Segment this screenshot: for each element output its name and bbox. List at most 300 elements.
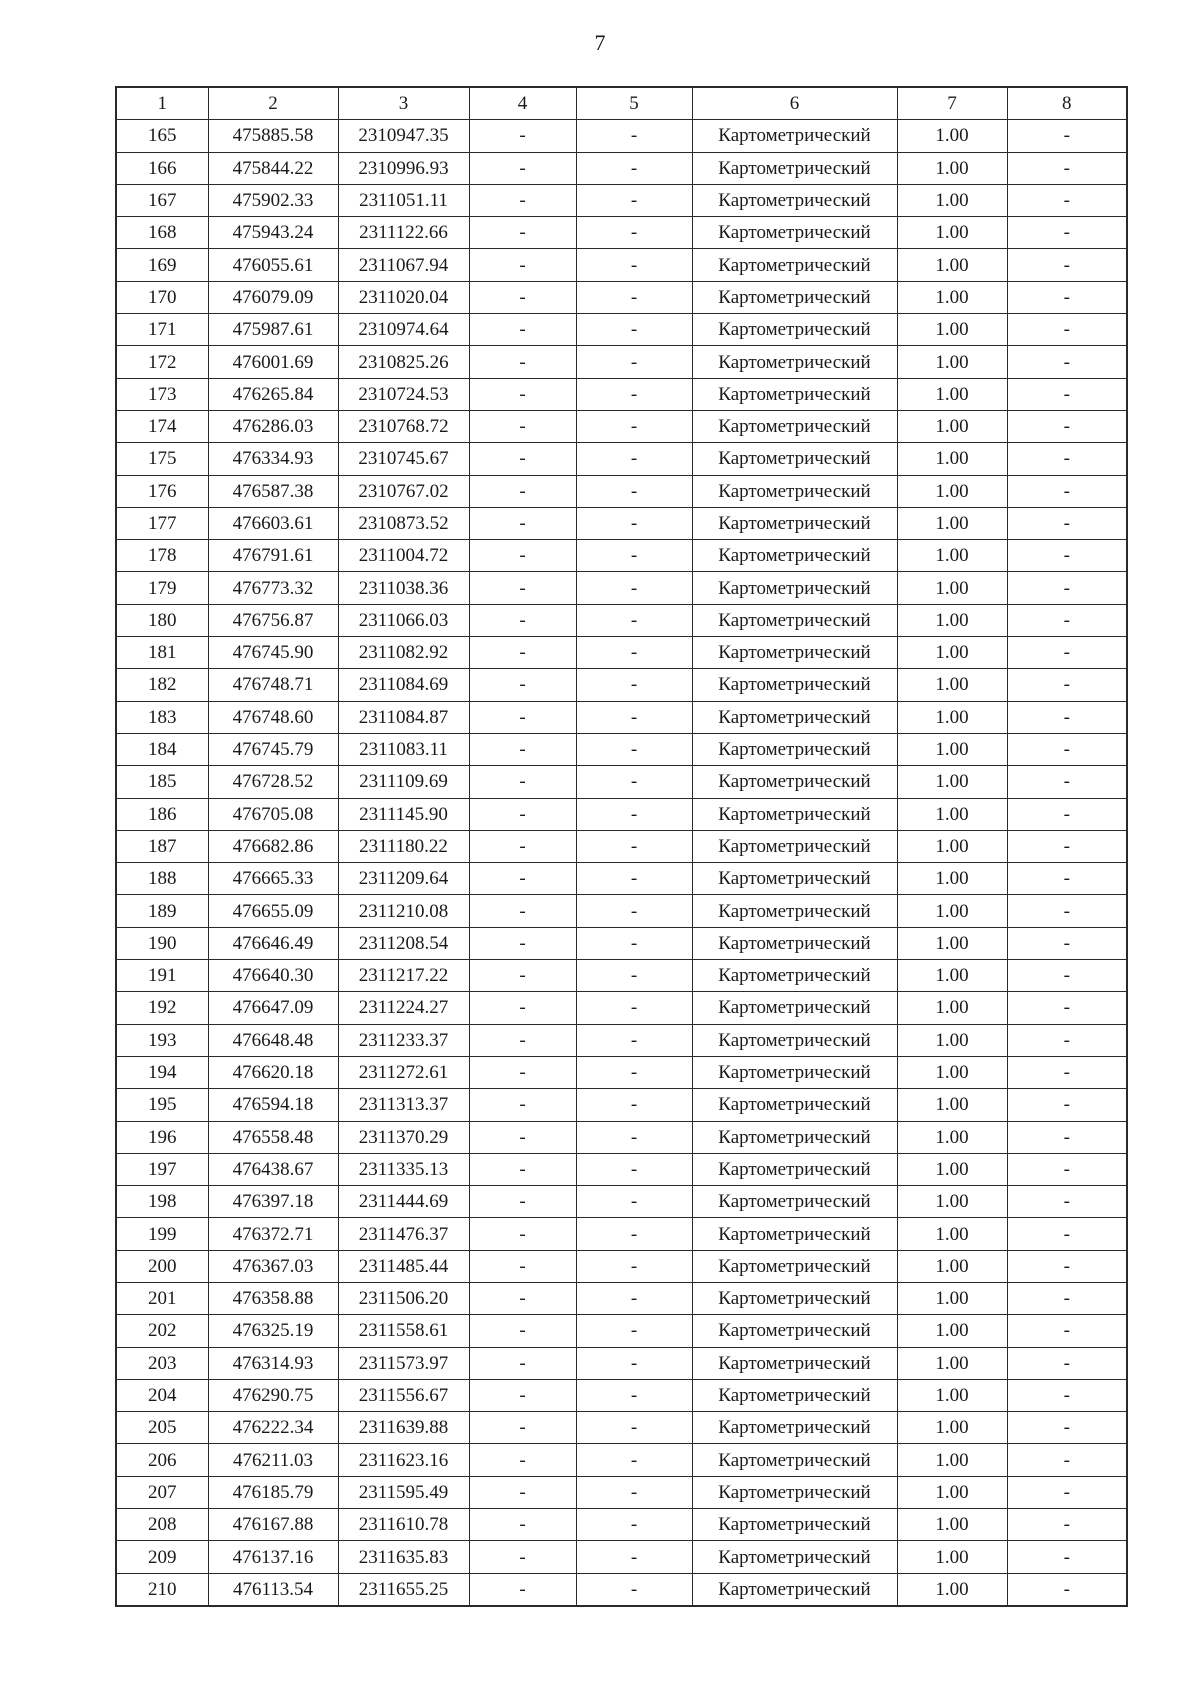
cell-col-5: - (576, 314, 692, 346)
cell-col-8: - (1007, 1186, 1127, 1218)
cell-col-5: - (576, 1282, 692, 1314)
cell-y-coordinate: 2311558.61 (338, 1315, 469, 1347)
cell-method: Картометрический (692, 766, 897, 798)
cell-x-coordinate: 475844.22 (208, 152, 338, 184)
cell-y-coordinate: 2311180.22 (338, 830, 469, 862)
table-row (116, 540, 1127, 572)
cell-accuracy: 1.00 (897, 960, 1007, 992)
cell-accuracy: 1.00 (897, 540, 1007, 572)
cell-method: Картометрический (692, 540, 897, 572)
cell-y-coordinate: 2311444.69 (338, 1186, 469, 1218)
cell-method: Картометрический (692, 443, 897, 475)
cell-y-coordinate: 2311122.66 (338, 217, 469, 249)
cell-col-4: - (469, 572, 576, 604)
cell-y-coordinate: 2311083.11 (338, 733, 469, 765)
cell-method: Картометрический (692, 314, 897, 346)
cell-col-8: - (1007, 281, 1127, 313)
cell-col-5: - (576, 701, 692, 733)
cell-col-5: - (576, 992, 692, 1024)
table-row (116, 960, 1127, 992)
cell-col-5: - (576, 281, 692, 313)
cell-x-coordinate: 476137.16 (208, 1541, 338, 1573)
cell-x-coordinate: 476113.54 (208, 1573, 338, 1606)
cell-col-4: - (469, 1412, 576, 1444)
cell-col-4: - (469, 1024, 576, 1056)
header-row (116, 87, 1127, 120)
table-row (116, 1056, 1127, 1088)
cell-y-coordinate: 2311272.61 (338, 1056, 469, 1088)
cell-col-8: - (1007, 346, 1127, 378)
cell-accuracy: 1.00 (897, 475, 1007, 507)
cell-col-8: - (1007, 766, 1127, 798)
cell-point-number: 204 (116, 1379, 208, 1411)
cell-col-8: - (1007, 701, 1127, 733)
cell-x-coordinate: 476372.71 (208, 1218, 338, 1250)
table-row (116, 217, 1127, 249)
cell-method: Картометрический (692, 249, 897, 281)
cell-accuracy: 1.00 (897, 1347, 1007, 1379)
cell-y-coordinate: 2311573.97 (338, 1347, 469, 1379)
cell-x-coordinate: 476745.79 (208, 733, 338, 765)
cell-y-coordinate: 2311145.90 (338, 798, 469, 830)
column-header-7: 7 (897, 87, 1007, 120)
cell-col-8: - (1007, 637, 1127, 669)
cell-point-number: 198 (116, 1186, 208, 1218)
cell-point-number: 209 (116, 1541, 208, 1573)
cell-col-8: - (1007, 1573, 1127, 1606)
cell-col-5: - (576, 217, 692, 249)
table-row (116, 863, 1127, 895)
cell-col-4: - (469, 443, 576, 475)
cell-col-4: - (469, 1347, 576, 1379)
cell-method: Картометрический (692, 992, 897, 1024)
cell-col-8: - (1007, 1347, 1127, 1379)
cell-col-4: - (469, 1444, 576, 1476)
table-body (116, 120, 1127, 1606)
cell-col-8: - (1007, 443, 1127, 475)
cell-col-5: - (576, 960, 692, 992)
cell-col-8: - (1007, 1121, 1127, 1153)
cell-y-coordinate: 2311595.49 (338, 1476, 469, 1508)
cell-col-5: - (576, 669, 692, 701)
cell-col-5: - (576, 507, 692, 539)
cell-method: Картометрический (692, 960, 897, 992)
cell-point-number: 205 (116, 1412, 208, 1444)
cell-y-coordinate: 2310825.26 (338, 346, 469, 378)
cell-col-5: - (576, 1089, 692, 1121)
cell-col-8: - (1007, 1282, 1127, 1314)
table-row (116, 1412, 1127, 1444)
cell-accuracy: 1.00 (897, 1573, 1007, 1606)
cell-y-coordinate: 2310947.35 (338, 120, 469, 152)
cell-y-coordinate: 2311556.67 (338, 1379, 469, 1411)
cell-x-coordinate: 476055.61 (208, 249, 338, 281)
cell-col-5: - (576, 1153, 692, 1185)
cell-col-8: - (1007, 507, 1127, 539)
cell-point-number: 200 (116, 1250, 208, 1282)
cell-y-coordinate: 2311623.16 (338, 1444, 469, 1476)
cell-col-4: - (469, 281, 576, 313)
cell-point-number: 194 (116, 1056, 208, 1088)
cell-y-coordinate: 2311370.29 (338, 1121, 469, 1153)
cell-col-8: - (1007, 184, 1127, 216)
cell-accuracy: 1.00 (897, 669, 1007, 701)
cell-method: Картометрический (692, 669, 897, 701)
cell-method: Картометрический (692, 346, 897, 378)
cell-x-coordinate: 476290.75 (208, 1379, 338, 1411)
cell-x-coordinate: 476728.52 (208, 766, 338, 798)
cell-col-8: - (1007, 410, 1127, 442)
table-row (116, 249, 1127, 281)
cell-x-coordinate: 476397.18 (208, 1186, 338, 1218)
cell-col-8: - (1007, 1509, 1127, 1541)
column-header-3: 3 (338, 87, 469, 120)
cell-point-number: 203 (116, 1347, 208, 1379)
table-row (116, 1250, 1127, 1282)
cell-y-coordinate: 2311038.36 (338, 572, 469, 604)
cell-col-5: - (576, 1250, 692, 1282)
cell-method: Картометрический (692, 830, 897, 862)
cell-y-coordinate: 2311082.92 (338, 637, 469, 669)
table-row (116, 1573, 1127, 1606)
cell-accuracy: 1.00 (897, 572, 1007, 604)
cell-col-4: - (469, 378, 576, 410)
cell-point-number: 171 (116, 314, 208, 346)
cell-method: Картометрический (692, 1412, 897, 1444)
column-header-5: 5 (576, 87, 692, 120)
cell-method: Картометрический (692, 184, 897, 216)
cell-accuracy: 1.00 (897, 410, 1007, 442)
cell-point-number: 190 (116, 927, 208, 959)
cell-col-4: - (469, 1218, 576, 1250)
cell-accuracy: 1.00 (897, 443, 1007, 475)
cell-x-coordinate: 476167.88 (208, 1509, 338, 1541)
cell-y-coordinate: 2311067.94 (338, 249, 469, 281)
cell-col-8: - (1007, 604, 1127, 636)
cell-point-number: 206 (116, 1444, 208, 1476)
cell-y-coordinate: 2311109.69 (338, 766, 469, 798)
cell-col-8: - (1007, 830, 1127, 862)
cell-y-coordinate: 2310768.72 (338, 410, 469, 442)
cell-method: Картометрический (692, 1509, 897, 1541)
table-row (116, 346, 1127, 378)
cell-col-5: - (576, 378, 692, 410)
cell-y-coordinate: 2311233.37 (338, 1024, 469, 1056)
cell-col-5: - (576, 410, 692, 442)
cell-method: Картометрический (692, 863, 897, 895)
cell-point-number: 170 (116, 281, 208, 313)
cell-col-8: - (1007, 540, 1127, 572)
cell-col-8: - (1007, 1444, 1127, 1476)
table-row (116, 1444, 1127, 1476)
cell-col-8: - (1007, 1476, 1127, 1508)
cell-col-4: - (469, 475, 576, 507)
cell-point-number: 173 (116, 378, 208, 410)
cell-col-5: - (576, 1218, 692, 1250)
cell-col-8: - (1007, 120, 1127, 152)
cell-col-8: - (1007, 1315, 1127, 1347)
table-row (116, 1153, 1127, 1185)
cell-x-coordinate: 475987.61 (208, 314, 338, 346)
table-row (116, 184, 1127, 216)
table-row (116, 798, 1127, 830)
table-row (116, 927, 1127, 959)
cell-col-5: - (576, 1121, 692, 1153)
cell-x-coordinate: 476367.03 (208, 1250, 338, 1282)
cell-accuracy: 1.00 (897, 895, 1007, 927)
cell-y-coordinate: 2311210.08 (338, 895, 469, 927)
cell-x-coordinate: 476745.90 (208, 637, 338, 669)
cell-y-coordinate: 2311485.44 (338, 1250, 469, 1282)
table-row (116, 281, 1127, 313)
cell-col-4: - (469, 927, 576, 959)
column-header-6: 6 (692, 87, 897, 120)
cell-col-4: - (469, 1379, 576, 1411)
cell-col-8: - (1007, 927, 1127, 959)
cell-y-coordinate: 2311084.87 (338, 701, 469, 733)
cell-y-coordinate: 2311610.78 (338, 1509, 469, 1541)
cell-col-4: - (469, 1573, 576, 1606)
cell-col-4: - (469, 217, 576, 249)
table-row (116, 1218, 1127, 1250)
cell-accuracy: 1.00 (897, 863, 1007, 895)
cell-point-number: 183 (116, 701, 208, 733)
cell-col-8: - (1007, 1024, 1127, 1056)
cell-accuracy: 1.00 (897, 314, 1007, 346)
cell-col-8: - (1007, 1412, 1127, 1444)
cell-x-coordinate: 476647.09 (208, 992, 338, 1024)
cell-col-5: - (576, 637, 692, 669)
cell-method: Картометрический (692, 1250, 897, 1282)
table-row (116, 152, 1127, 184)
cell-col-4: - (469, 1509, 576, 1541)
cell-col-5: - (576, 184, 692, 216)
cell-x-coordinate: 476185.79 (208, 1476, 338, 1508)
cell-col-5: - (576, 1541, 692, 1573)
table-row (116, 1315, 1127, 1347)
cell-col-5: - (576, 1412, 692, 1444)
cell-accuracy: 1.00 (897, 701, 1007, 733)
cell-point-number: 168 (116, 217, 208, 249)
table-row (116, 992, 1127, 1024)
cell-accuracy: 1.00 (897, 184, 1007, 216)
cell-col-4: - (469, 410, 576, 442)
cell-x-coordinate: 476265.84 (208, 378, 338, 410)
cell-col-4: - (469, 701, 576, 733)
cell-col-8: - (1007, 1089, 1127, 1121)
cell-col-8: - (1007, 992, 1127, 1024)
cell-col-4: - (469, 669, 576, 701)
cell-method: Картометрический (692, 1186, 897, 1218)
cell-col-5: - (576, 798, 692, 830)
table-row (116, 1509, 1127, 1541)
cell-col-8: - (1007, 669, 1127, 701)
cell-x-coordinate: 475943.24 (208, 217, 338, 249)
cell-point-number: 178 (116, 540, 208, 572)
cell-x-coordinate: 476756.87 (208, 604, 338, 636)
cell-method: Картометрический (692, 217, 897, 249)
cell-accuracy: 1.00 (897, 120, 1007, 152)
cell-point-number: 181 (116, 637, 208, 669)
cell-col-4: - (469, 798, 576, 830)
cell-x-coordinate: 476334.93 (208, 443, 338, 475)
cell-col-5: - (576, 1186, 692, 1218)
cell-x-coordinate: 476314.93 (208, 1347, 338, 1379)
cell-accuracy: 1.00 (897, 604, 1007, 636)
table-row (116, 1541, 1127, 1573)
cell-method: Картометрический (692, 572, 897, 604)
cell-y-coordinate: 2311639.88 (338, 1412, 469, 1444)
cell-col-5: - (576, 895, 692, 927)
cell-point-number: 182 (116, 669, 208, 701)
cell-col-8: - (1007, 798, 1127, 830)
cell-col-8: - (1007, 1153, 1127, 1185)
cell-method: Картометрический (692, 1089, 897, 1121)
cell-x-coordinate: 476079.09 (208, 281, 338, 313)
cell-point-number: 167 (116, 184, 208, 216)
table-row (116, 410, 1127, 442)
cell-method: Картометрический (692, 507, 897, 539)
cell-col-5: - (576, 830, 692, 862)
cell-method: Картометрический (692, 1379, 897, 1411)
cell-col-5: - (576, 927, 692, 959)
cell-accuracy: 1.00 (897, 1379, 1007, 1411)
cell-col-8: - (1007, 314, 1127, 346)
cell-col-4: - (469, 863, 576, 895)
cell-x-coordinate: 476594.18 (208, 1089, 338, 1121)
cell-x-coordinate: 476603.61 (208, 507, 338, 539)
cell-y-coordinate: 2310745.67 (338, 443, 469, 475)
cell-col-8: - (1007, 733, 1127, 765)
cell-col-5: - (576, 1476, 692, 1508)
cell-col-8: - (1007, 1250, 1127, 1282)
cell-col-4: - (469, 120, 576, 152)
cell-y-coordinate: 2311335.13 (338, 1153, 469, 1185)
cell-col-4: - (469, 346, 576, 378)
cell-y-coordinate: 2311020.04 (338, 281, 469, 313)
cell-accuracy: 1.00 (897, 249, 1007, 281)
cell-method: Картометрический (692, 895, 897, 927)
cell-point-number: 172 (116, 346, 208, 378)
cell-method: Картометрический (692, 927, 897, 959)
cell-col-8: - (1007, 249, 1127, 281)
cell-col-5: - (576, 540, 692, 572)
cell-col-5: - (576, 572, 692, 604)
cell-col-4: - (469, 1315, 576, 1347)
cell-x-coordinate: 476648.48 (208, 1024, 338, 1056)
cell-x-coordinate: 476646.49 (208, 927, 338, 959)
table-row (116, 572, 1127, 604)
cell-col-5: - (576, 1379, 692, 1411)
cell-accuracy: 1.00 (897, 346, 1007, 378)
cell-accuracy: 1.00 (897, 1056, 1007, 1088)
table-row (116, 1476, 1127, 1508)
cell-y-coordinate: 2310974.64 (338, 314, 469, 346)
cell-col-5: - (576, 346, 692, 378)
cell-col-8: - (1007, 895, 1127, 927)
cell-point-number: 192 (116, 992, 208, 1024)
cell-col-8: - (1007, 572, 1127, 604)
cell-x-coordinate: 476748.60 (208, 701, 338, 733)
cell-accuracy: 1.00 (897, 1186, 1007, 1218)
table-row (116, 120, 1127, 152)
cell-col-8: - (1007, 152, 1127, 184)
cell-col-5: - (576, 733, 692, 765)
table-row (116, 895, 1127, 927)
coordinates-table (115, 86, 1128, 1607)
cell-accuracy: 1.00 (897, 733, 1007, 765)
cell-col-4: - (469, 1476, 576, 1508)
cell-method: Картометрический (692, 1347, 897, 1379)
column-header-8: 8 (1007, 87, 1127, 120)
cell-accuracy: 1.00 (897, 637, 1007, 669)
cell-method: Картометрический (692, 1218, 897, 1250)
cell-accuracy: 1.00 (897, 766, 1007, 798)
cell-point-number: 196 (116, 1121, 208, 1153)
cell-y-coordinate: 2311655.25 (338, 1573, 469, 1606)
cell-accuracy: 1.00 (897, 927, 1007, 959)
cell-col-4: - (469, 992, 576, 1024)
cell-accuracy: 1.00 (897, 1412, 1007, 1444)
cell-accuracy: 1.00 (897, 1089, 1007, 1121)
cell-point-number: 189 (116, 895, 208, 927)
cell-point-number: 175 (116, 443, 208, 475)
table-row (116, 378, 1127, 410)
cell-col-5: - (576, 863, 692, 895)
cell-x-coordinate: 476325.19 (208, 1315, 338, 1347)
cell-x-coordinate: 476222.34 (208, 1412, 338, 1444)
cell-point-number: 191 (116, 960, 208, 992)
cell-y-coordinate: 2311209.64 (338, 863, 469, 895)
cell-x-coordinate: 476665.33 (208, 863, 338, 895)
cell-accuracy: 1.00 (897, 152, 1007, 184)
cell-point-number: 195 (116, 1089, 208, 1121)
table-row (116, 1121, 1127, 1153)
cell-col-5: - (576, 1573, 692, 1606)
cell-col-4: - (469, 1250, 576, 1282)
cell-method: Картометрический (692, 604, 897, 636)
cell-point-number: 202 (116, 1315, 208, 1347)
column-header-4: 4 (469, 87, 576, 120)
cell-point-number: 187 (116, 830, 208, 862)
cell-x-coordinate: 476587.38 (208, 475, 338, 507)
cell-col-4: - (469, 733, 576, 765)
cell-x-coordinate: 476682.86 (208, 830, 338, 862)
cell-method: Картометрический (692, 1315, 897, 1347)
table-row (116, 1282, 1127, 1314)
table-row (116, 1379, 1127, 1411)
cell-x-coordinate: 476748.71 (208, 669, 338, 701)
cell-col-8: - (1007, 1056, 1127, 1088)
cell-col-4: - (469, 184, 576, 216)
cell-x-coordinate: 476438.67 (208, 1153, 338, 1185)
cell-accuracy: 1.00 (897, 1218, 1007, 1250)
cell-col-4: - (469, 960, 576, 992)
cell-col-4: - (469, 1186, 576, 1218)
cell-point-number: 186 (116, 798, 208, 830)
cell-y-coordinate: 2311224.27 (338, 992, 469, 1024)
cell-y-coordinate: 2311217.22 (338, 960, 469, 992)
cell-col-5: - (576, 1315, 692, 1347)
cell-y-coordinate: 2311004.72 (338, 540, 469, 572)
cell-accuracy: 1.00 (897, 1250, 1007, 1282)
cell-point-number: 188 (116, 863, 208, 895)
cell-accuracy: 1.00 (897, 1444, 1007, 1476)
cell-method: Картометрический (692, 701, 897, 733)
column-header-1: 1 (116, 87, 208, 120)
cell-y-coordinate: 2310724.53 (338, 378, 469, 410)
cell-col-4: - (469, 540, 576, 572)
